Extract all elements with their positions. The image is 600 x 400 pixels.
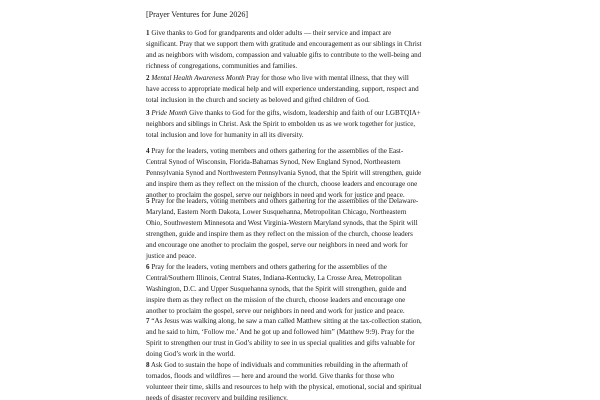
- entry-line-text: needs of disaster recovery and building resiliency.: [146, 394, 288, 400]
- entry-line: [146, 119, 468, 130]
- entry-line-text: and inspire them as they reflect on the mission of the church, choose leaders and encourage one: [146, 180, 418, 188]
- entry-line: [146, 360, 468, 371]
- prayer-entry: [146, 28, 468, 72]
- entry-line-text: tornados, floods and wildfires — here and around the world. Give thanks for those who: [146, 372, 395, 380]
- entry-line-text: richness of congregations, communities and families.: [146, 62, 298, 70]
- entry-line: [146, 316, 468, 327]
- entry-line: [146, 168, 468, 179]
- entry-line-text: another to proclaim the gospel, serve our neighbors in need and work for justice and peace.: [146, 191, 405, 199]
- entry-number: 6: [146, 263, 150, 271]
- prayer-entry: [146, 73, 468, 106]
- entry-line-text: total inclusion and love for humanity in all its diversity.: [146, 131, 304, 139]
- entry-line-text: total inclusion in the church and society as beloved and gifted children of God.: [146, 96, 370, 104]
- prayer-entry: [146, 108, 468, 141]
- entry-line-text: neighbors and siblings in Christ. Ask the Spirit to embolden us as we work together for justice,: [146, 120, 416, 128]
- entry-line-text: Central Synod of Wisconsin, Florida-Bahamas Synod, New England Synod, Northeastern: [146, 158, 401, 166]
- prayer-entry: [146, 196, 468, 262]
- entry-number: 2: [146, 74, 150, 82]
- entry-number: 4: [146, 147, 150, 155]
- entry-line: [146, 196, 468, 207]
- entry-line-text: Give thanks to God for grandparents and older adults — their service and impact are: [149, 29, 392, 37]
- entry-line-text: Washington, D.C. and Upper Susquehanna synods, that the Spirit will strengthen, guide and: [146, 285, 407, 293]
- entry-line-text: inspire them as they reflect on the mission of the church, choose leaders and encourage one: [146, 296, 406, 304]
- entry-line: [146, 157, 468, 168]
- entry-line: [146, 371, 468, 382]
- entry-line-text: another to proclaim the gospel, serve our neighbors in need and work for justice and peace.: [146, 307, 405, 315]
- entry-line-text: “As Jesus was walking along, he saw a man called Matthew sitting at the tax-collection station,: [149, 317, 422, 325]
- entry-line-text: Ohio, Southwestern Minnesota and West Virginia-Western Maryland synods, that the Spirit will: [146, 219, 418, 227]
- entry-line: [146, 382, 468, 393]
- entry-line: [146, 28, 468, 39]
- entry-observance-label: Mental Health Awareness Month: [149, 74, 245, 82]
- entry-line: [146, 179, 468, 190]
- entry-line-text: Central/Southern Illinois, Central States, Indiana-Kentucky, La Crosse Area, Metropolitan: [146, 274, 402, 282]
- entry-line-text: significant. Pray that we support them with gratitude and encouragement as our siblings in Christ: [146, 40, 422, 48]
- entry-line-text: Maryland, Eastern North Dakota, Lower Susquehanna, Metropolitan Chicago, Northeastern: [146, 208, 407, 216]
- entry-line: [146, 240, 468, 251]
- entry-line-text: doing God’s work in the world.: [146, 350, 236, 358]
- entry-line: [146, 84, 468, 95]
- entry-line: [146, 284, 468, 295]
- entry-line-text: justice and peace.: [146, 252, 197, 260]
- entry-line-text: Spirit to strengthen our trust in God’s ability to see in us special qualities and gifts valuable for: [146, 339, 415, 347]
- entry-line: [146, 273, 468, 284]
- entry-line: [146, 73, 468, 84]
- entry-line: [146, 50, 468, 61]
- entry-line: [146, 207, 468, 218]
- entry-line-text: and as neighbors with wisdom, compassion and valuable gifts to contribute to the well-being and: [146, 51, 422, 59]
- entry-line: [146, 95, 468, 106]
- entry-line-text: have access to appropriate medical help and will experience understanding, support, respect and: [146, 85, 419, 93]
- entry-line-text: and encourage one another to proclaim the gospel, serve our neighbors in need and work for: [146, 241, 408, 249]
- entry-number: 5: [146, 197, 150, 205]
- entry-line-text: Give thanks to God for the gifts, wisdom, leadership and faith of our LGBTQIA+: [187, 109, 421, 117]
- entry-line-text: Pray for those who live with mental illness, that they will: [244, 74, 409, 82]
- entry-line: [146, 61, 468, 72]
- entry-line-text: Pennsylvania Synod and Northwestern Pennsylvania Synod, that the Spirit will strengthen, guide: [146, 169, 422, 177]
- entry-line-text: Pray for the leaders, voting members and others gathering for the assemblies of the: [149, 263, 387, 271]
- entry-line: [146, 349, 468, 360]
- entry-number: 1: [146, 29, 150, 37]
- prayer-entry: [146, 360, 468, 400]
- entry-number: 7: [146, 317, 150, 325]
- entry-line-text: strengthen, guide and inspire them as they reflect on the mission of the church, choose leaders: [146, 230, 413, 238]
- entry-line: [146, 39, 468, 50]
- entry-number: 3: [146, 109, 150, 117]
- entry-line: [146, 218, 468, 229]
- entry-line: [146, 229, 468, 240]
- entry-line: [146, 327, 468, 338]
- entry-line: [146, 262, 468, 273]
- entry-line: [146, 295, 468, 306]
- entry-number: 8: [146, 361, 150, 369]
- entry-line: [146, 146, 468, 157]
- entry-line-text: Pray for the leaders, voting members and others gathering for the assemblies of the East-: [149, 147, 404, 155]
- entry-observance-label: Pride Month: [149, 109, 188, 117]
- entry-line: [146, 108, 468, 119]
- entry-line: [146, 393, 468, 400]
- prayer-entry: [146, 316, 468, 360]
- entry-line-text: and he said to him, ‘Follow me.’ And he got up and followed him” (Matthew 9:9). Pray for the: [146, 328, 415, 336]
- document-heading: [Prayer Ventures for June 2026]: [146, 10, 249, 19]
- entry-line-text: volunteer their time, skills and resources to help with the physical, emotional, social and spiritual: [146, 383, 422, 391]
- entry-line: [146, 338, 468, 349]
- entry-line: [146, 251, 468, 262]
- prayer-entry: [146, 146, 468, 201]
- prayer-entry: [146, 262, 468, 317]
- entry-line: [146, 130, 468, 141]
- entry-line-text: Pray for the leaders, voting members and others gathering for the assemblies of the Delaware-: [149, 197, 419, 205]
- entry-line-text: Ask God to sustain the hope of individuals and communities rebuilding in the aftermath of: [149, 361, 408, 369]
